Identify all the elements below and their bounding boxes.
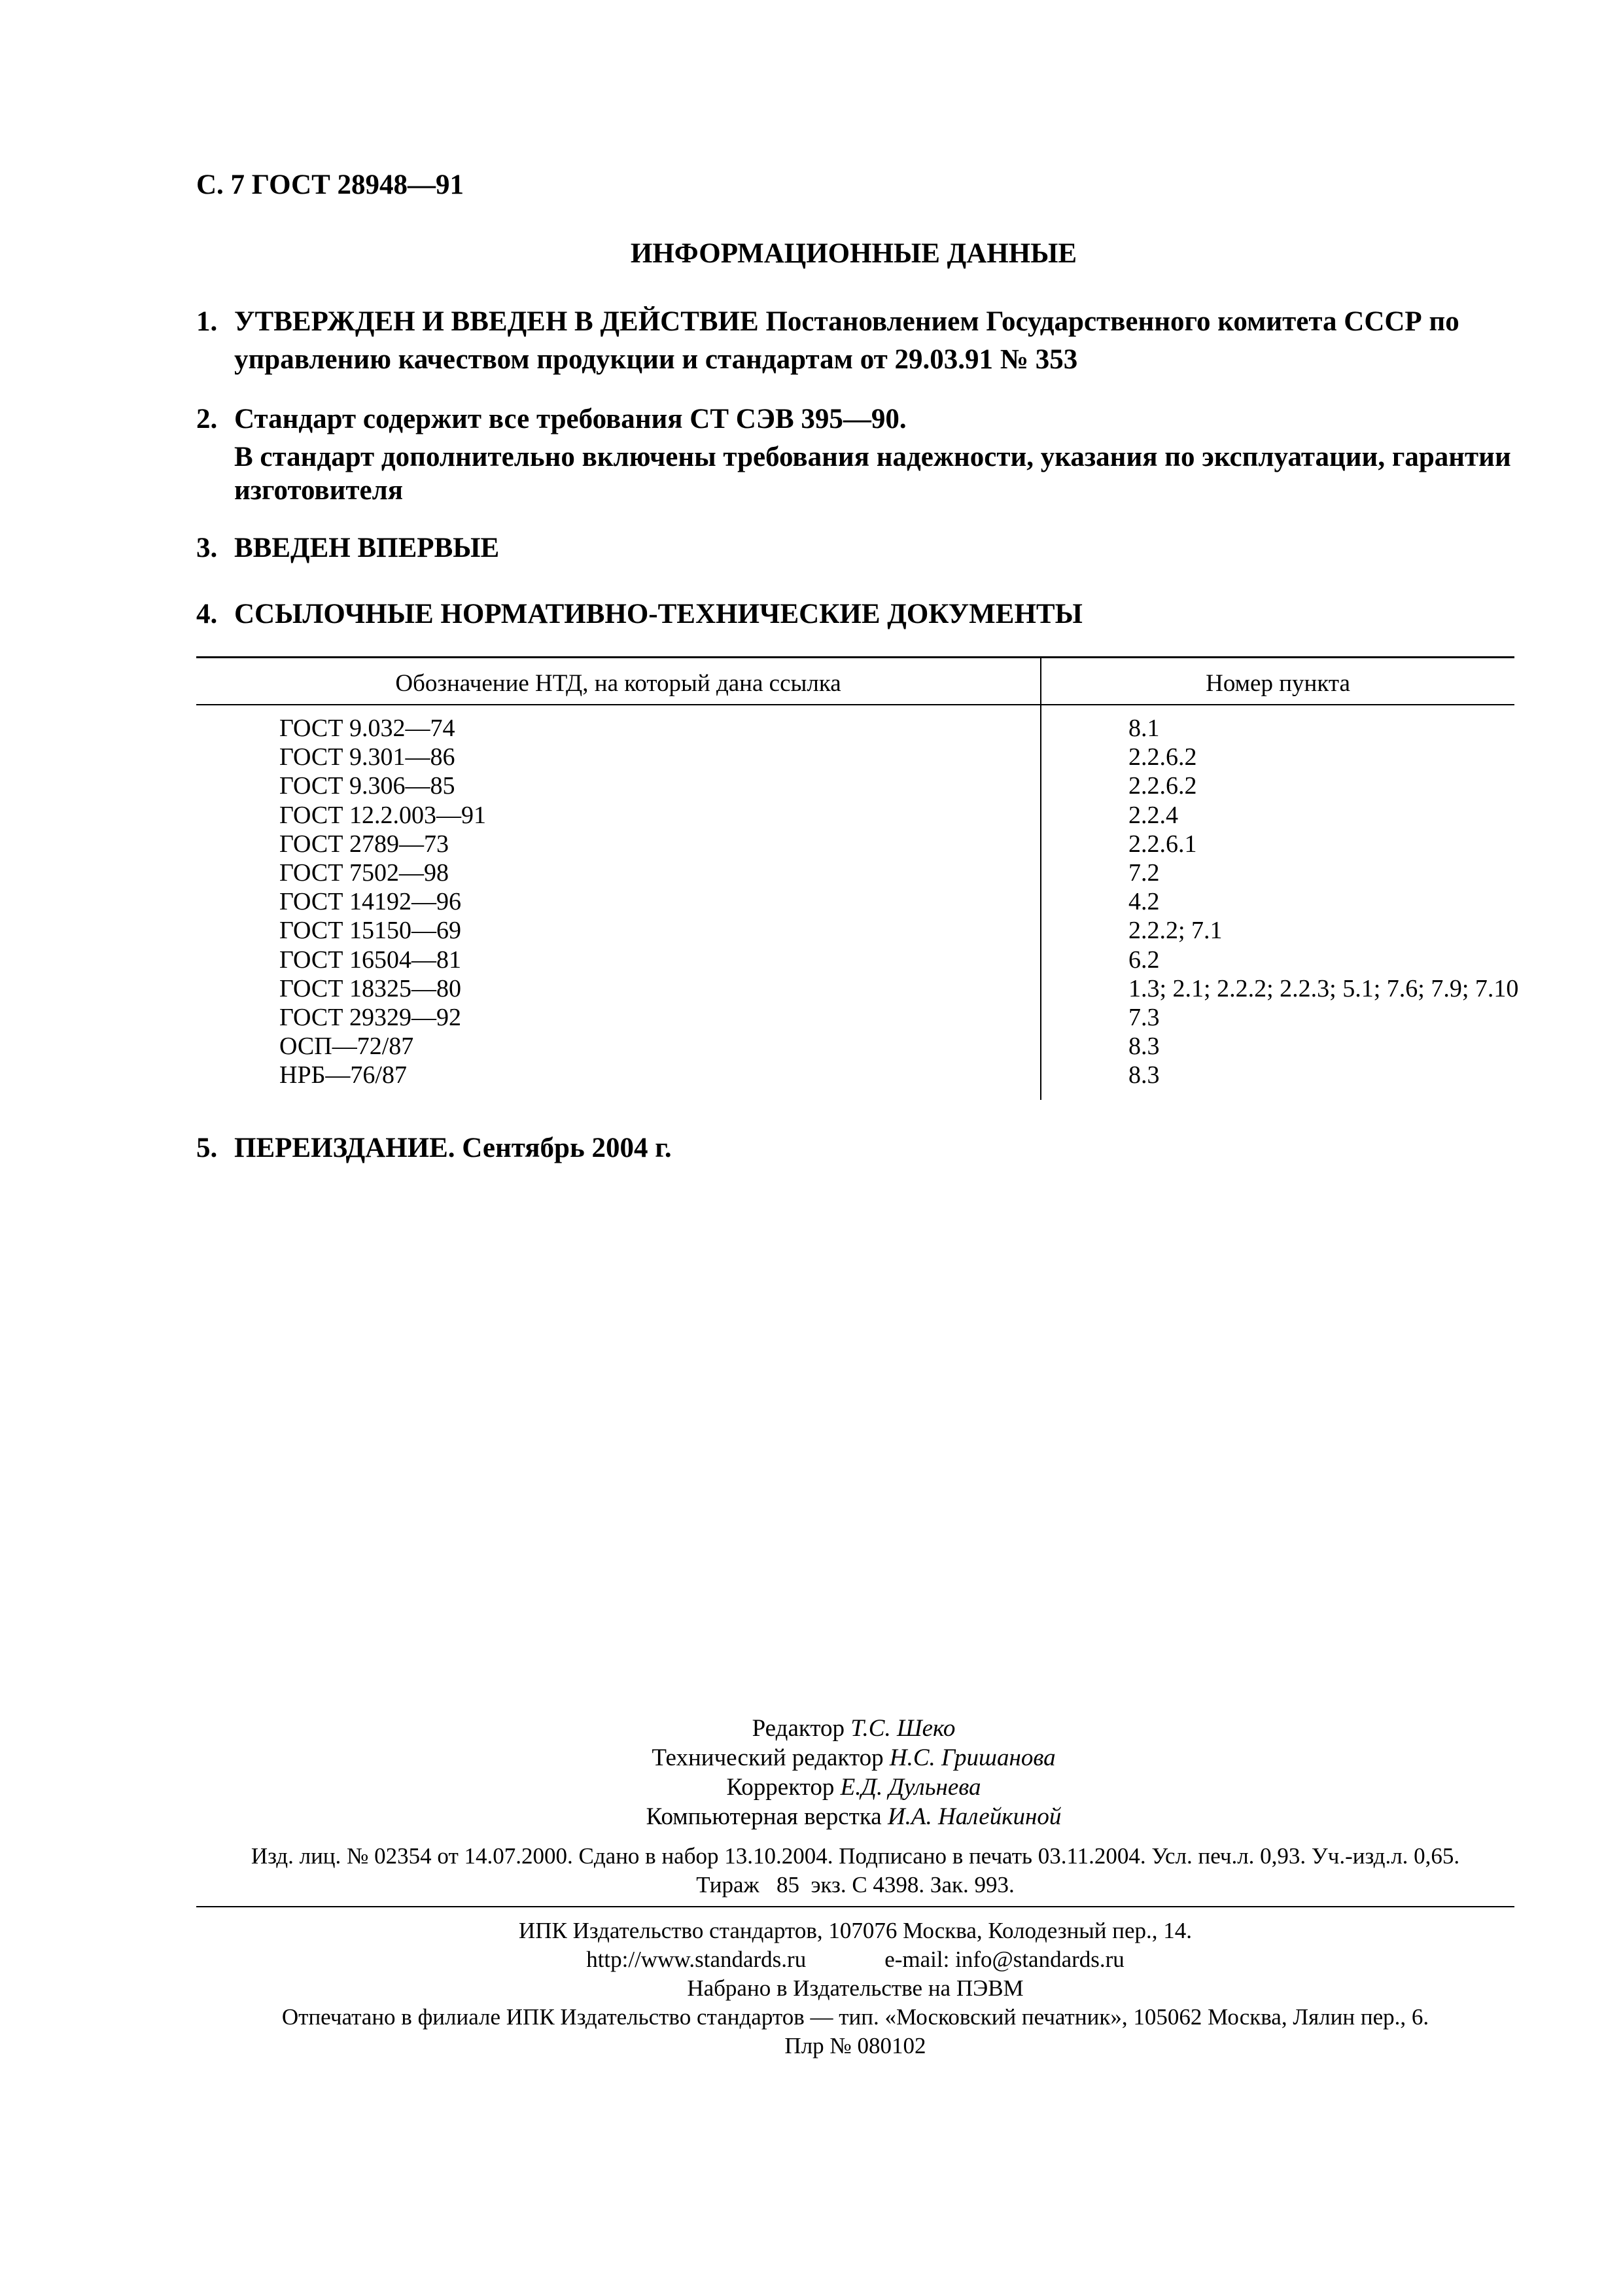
credit-role: Компьютерная верстка bbox=[646, 1803, 882, 1830]
item-line-text: УТВЕРЖДЕН И ВВЕДЕН В ДЕЙСТВИЕ Постановлением Государственного комитета СССР по bbox=[234, 306, 1459, 337]
credit-editor bbox=[0, 1714, 1623, 1743]
table-column-divider bbox=[1040, 656, 1041, 1100]
credit-layout bbox=[0, 1802, 1623, 1831]
table-cell: ГОСТ 16504—81 bbox=[279, 945, 461, 974]
document-title: ИНФОРМАЦИОННЫЕ ДАННЫЕ bbox=[630, 238, 1077, 269]
table-cell: ГОСТ 2789—73 bbox=[279, 830, 449, 858]
table-cell: 8.1 bbox=[1128, 715, 1160, 742]
page-header: С. 7 ГОСТ 28948—91 bbox=[196, 169, 464, 200]
table-cell: 2.2.6.2 bbox=[1128, 772, 1197, 800]
table-cell: ГОСТ 9.306—85 bbox=[279, 772, 455, 800]
table-top-rule bbox=[196, 656, 1514, 658]
table-cell: ГОСТ 18325—80 bbox=[279, 974, 461, 1002]
publisher-url: http://www.standards.ru bbox=[586, 1947, 807, 1972]
table-cell: 2.2.6.1 bbox=[1128, 830, 1197, 858]
imprint-rule bbox=[196, 1906, 1514, 1907]
credit-name: И.А. Налейкиной bbox=[887, 1803, 1062, 1830]
table-cell: ГОСТ 14192—96 bbox=[279, 888, 461, 916]
table-cell: 4.2 bbox=[1128, 888, 1160, 916]
item-2 bbox=[196, 400, 1518, 505]
item-line: управлению качеством продукции и стандартам от 29.03.91 № 353 bbox=[234, 344, 1078, 375]
item-number: 5. bbox=[196, 1133, 218, 1163]
table-cell: ГОСТ 7502—98 bbox=[279, 859, 449, 887]
item-5 bbox=[196, 1129, 1518, 1167]
publisher-typeset: Набрано в Издательстве на ПЭВМ bbox=[687, 1975, 1024, 2001]
publisher-contacts bbox=[196, 1945, 1514, 1974]
table-cell: 8.3 bbox=[1128, 1061, 1160, 1089]
item-line: Стандарт содержит все требования СТ СЭВ 395—90. bbox=[234, 404, 907, 434]
table-cell: ГОСТ 15150—69 bbox=[279, 917, 461, 945]
publisher-block bbox=[196, 1916, 1514, 2060]
item-line bbox=[234, 303, 1518, 341]
item-number: 3. bbox=[196, 533, 218, 563]
table-header-clause: Номер пункта bbox=[1206, 670, 1350, 697]
item-line: изготовителя bbox=[234, 475, 404, 506]
item-4 bbox=[196, 595, 1518, 633]
table-cell: ГОСТ 9.301—86 bbox=[279, 743, 455, 771]
table-cell: 7.3 bbox=[1128, 1004, 1160, 1032]
item-line: В стандарт дополнительно включены требования надежности, указания по эксплуатации, гарантии bbox=[234, 442, 1511, 472]
table-column-ntd bbox=[279, 714, 486, 1090]
item-line: ПЕРЕИЗДАНИЕ. Сентябрь 2004 г. bbox=[234, 1133, 672, 1163]
imprint-line: Тираж 85 экз. С 4398. Зак. 993. bbox=[696, 1872, 1015, 1898]
credit-name: Е.Д. Дульнева bbox=[840, 1774, 981, 1801]
table-cell: 8.3 bbox=[1128, 1033, 1160, 1061]
item-number: 1. bbox=[196, 306, 218, 337]
item-number: 2. bbox=[196, 404, 218, 434]
credit-tech-editor bbox=[0, 1743, 1623, 1773]
table-cell: ОСП—72/87 bbox=[279, 1033, 414, 1061]
publisher-email: e-mail: info@standards.ru bbox=[884, 1947, 1125, 1972]
imprint-block bbox=[196, 1842, 1514, 1899]
table-cell: ГОСТ 12.2.003—91 bbox=[279, 801, 486, 829]
table-cell: НРБ—76/87 bbox=[279, 1061, 407, 1089]
credit-role: Редактор bbox=[752, 1715, 845, 1742]
credits-block bbox=[0, 1714, 1623, 1831]
table-cell: 1.3; 2.1; 2.2.2; 2.2.3; 5.1; 7.6; 7.9; 7.10 bbox=[1128, 974, 1519, 1002]
publisher-printed: Отпечатано в филиале ИПК Издательство стандартов — тип. «Московский печатник», 105062 Москва, Лялин пер., 6. bbox=[281, 2004, 1429, 2030]
table-cell: 2.2.4 bbox=[1128, 801, 1178, 829]
table-header-rule bbox=[196, 704, 1514, 705]
table-cell: 7.2 bbox=[1128, 859, 1160, 887]
table-cell: 2.2.6.2 bbox=[1128, 743, 1197, 771]
imprint-line: Изд. лиц. № 02354 от 14.07.2000. Сдано в набор 13.10.2004. Подписано в печать 03.11.2004. Усл. печ.л. 0,93. Уч.-изд.л. 0,65. bbox=[251, 1843, 1460, 1869]
table-cell: ГОСТ 9.032—74 bbox=[279, 715, 455, 742]
table-header-ntd: Обозначение НТД, на который дана ссылка bbox=[395, 670, 841, 697]
item-number: 4. bbox=[196, 599, 218, 629]
item-3 bbox=[196, 529, 1518, 567]
publisher-license: Плр № 080102 bbox=[784, 2033, 926, 2058]
item-1 bbox=[196, 303, 1518, 379]
item-line: ВВЕДЕН ВПЕРВЫЕ bbox=[234, 533, 500, 563]
item-line: ССЫЛОЧНЫЕ НОРМАТИВНО-ТЕХНИЧЕСКИЕ ДОКУМЕНТЫ bbox=[234, 599, 1083, 629]
credit-name: Т.С. Шеко bbox=[850, 1715, 956, 1742]
table-column-clause bbox=[1128, 714, 1518, 1090]
credit-role: Технический редактор bbox=[652, 1744, 884, 1771]
table-cell: 6.2 bbox=[1128, 945, 1160, 974]
credit-role: Корректор bbox=[726, 1774, 835, 1801]
table-cell: ГОСТ 29329—92 bbox=[279, 1004, 461, 1032]
publisher-address: ИПК Издательство стандартов, 107076 Москва, Колодезный пер., 14. bbox=[518, 1918, 1193, 1943]
credit-name: Н.С. Гришанова bbox=[889, 1744, 1056, 1771]
table-cell: 2.2.2; 7.1 bbox=[1128, 917, 1223, 945]
credit-proofreader bbox=[0, 1773, 1623, 1802]
